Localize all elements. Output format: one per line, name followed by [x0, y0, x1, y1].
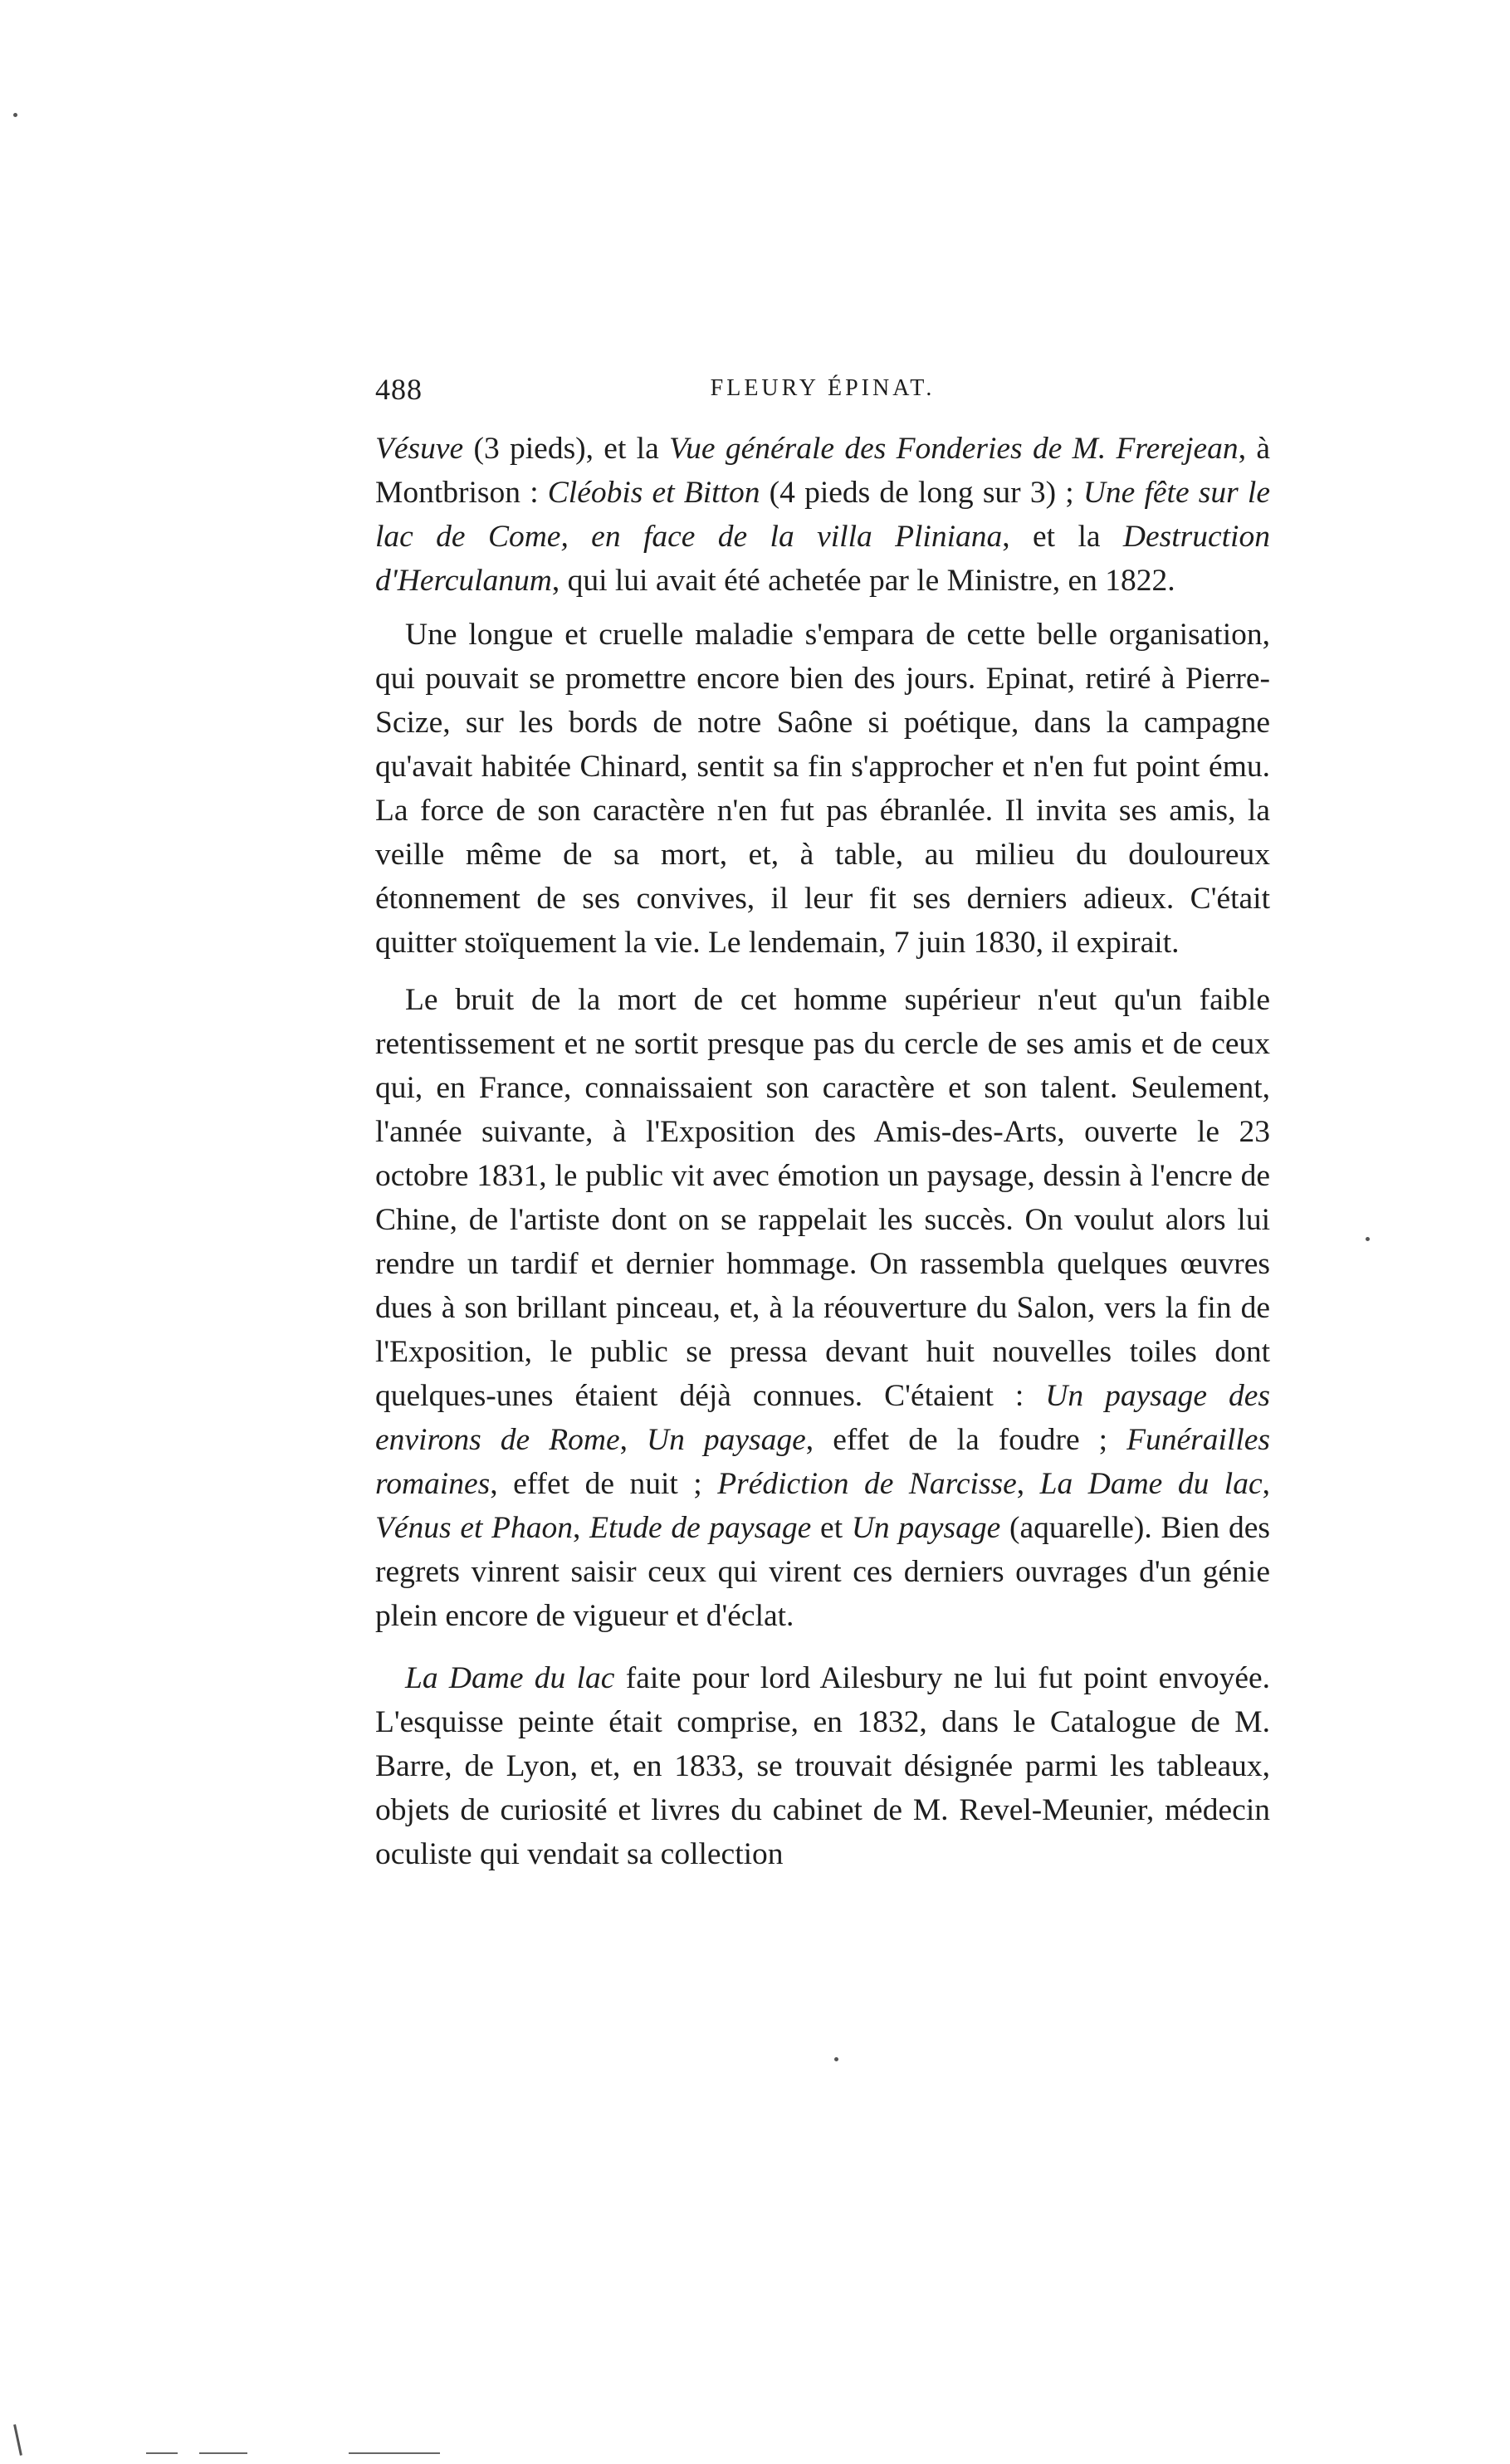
italic-title: Vénus et Phaon: [375, 1511, 574, 1545]
text-run: ,: [573, 1511, 590, 1545]
text-run: , qui lui avait été achetée par le Ministre, en 1822.: [551, 564, 1175, 598]
italic-title: Vue générale des Fonderies de M. Frerejean: [669, 432, 1239, 466]
italic-title: La Dame du lac: [405, 1661, 615, 1695]
text-run: , à Montbrison :: [375, 432, 1270, 510]
text-run: Le bruit de la mort de cet homme supérieur n'eut qu'un faible retentissement et ne sortit presque pas du cercle de ses amis et de ceux qui, en France, connaissaient son caractère et son talent. Seulement, l'année suivante, à l'Exposition des Amis-des-Arts, ouverte le 23 octobre 1831, le public vit avec émotion un paysage, dessin à l'encre de Chine, de l'artiste dont on se rappelait les succès. On voulut alors lui rendre un tardif et dernier hommage. On rassembla quelques œuvres dues à son brillant pinceau, et, à la réouverture du Salon, vers la fin de l'Exposition, le public se pressa devant huit nouvelles toiles dont quelques-unes étaient déjà connues. C'étaient :: [375, 983, 1270, 1413]
italic-title: Etude de paysage: [589, 1511, 812, 1545]
ink-speck: [13, 113, 17, 117]
text-run: (4 pieds de long sur 3) ;: [760, 476, 1083, 510]
body-text: [375, 427, 1270, 1876]
italic-title: Un paysage: [851, 1511, 1001, 1545]
italic-title: La Dame du lac: [1039, 1467, 1263, 1501]
text-run: (aquarelle). Bien des regrets vinrent saisir ceux qui virent ces derniers ouvrages d'un génie plein encore de vigueur et d'éclat.: [375, 1511, 1270, 1633]
text-run: et: [811, 1511, 852, 1545]
text-run: ,: [1262, 1467, 1270, 1501]
text-run: , effet de nuit ;: [490, 1467, 718, 1501]
paragraph: [375, 1656, 1270, 1876]
page-number: 488: [375, 373, 423, 406]
text-run: (3 pieds), et la: [463, 432, 670, 466]
paragraph: [375, 613, 1270, 965]
paragraph: [375, 427, 1270, 603]
text-run: ,: [619, 1423, 647, 1457]
text-run: Une longue et cruelle maladie s'empara de cette belle organisation, qui pouvait se promettre encore bien des jours. Epinat, retiré à Pierre-Scize, sur les bords de notre Saône si poétique, dans la campagne qu'avait habitée Chinard, sentit sa fin s'approcher et n'en fut point ému. La force de son caractère n'en fut pas ébranlée. Il invita ses amis, la veille même de sa mort, et, à table, au milieu du douloureux étonnement de ses convives, il leur fit ses derniers adieux. C'était quitter stoïquement la vie. Le lendemain, 7 juin 1830, il expirait.: [375, 618, 1270, 960]
footer-rule: [146, 2452, 178, 2454]
italic-title: Vésuve: [375, 432, 464, 466]
margin-mark: [13, 2424, 22, 2456]
paragraph: [375, 978, 1270, 1638]
italic-title: Cléobis et Bitton: [547, 476, 760, 510]
ink-speck: [834, 2057, 838, 2061]
running-head: FLEURY ÉPINAT.: [710, 375, 936, 401]
italic-title: Prédiction de Narcisse: [717, 1467, 1017, 1501]
text-run: faite pour lord Ailesbury ne lui fut point envoyée. L'esquisse peinte était comprise, en 1832, dans le Catalogue de M. Barre, de Lyon, et, en 1833, se trouvait désignée parmi les tableaux, objets de curiosité et livres du cabinet de M. Revel-Meunier, médecin oculiste qui vendait sa collection: [375, 1661, 1270, 1871]
italic-title: Un paysage des environs de Rome: [375, 1379, 1270, 1457]
ink-speck: [1366, 1237, 1370, 1241]
italic-title: Une fête sur le lac de Come, en face de la villa Pliniana: [375, 476, 1270, 554]
italic-title: Destruction d'Herculanum: [375, 520, 1270, 598]
text-run: , et la: [1002, 520, 1123, 554]
text-run: ,: [1016, 1467, 1040, 1501]
footer-rule: [349, 2452, 440, 2454]
footer-rule: [199, 2452, 247, 2454]
italic-title: Un paysage: [647, 1423, 806, 1457]
text-run: , effet de la foudre ;: [805, 1423, 1127, 1457]
page-header: [375, 372, 1270, 412]
italic-title: Funérailles romaines: [375, 1423, 1271, 1501]
